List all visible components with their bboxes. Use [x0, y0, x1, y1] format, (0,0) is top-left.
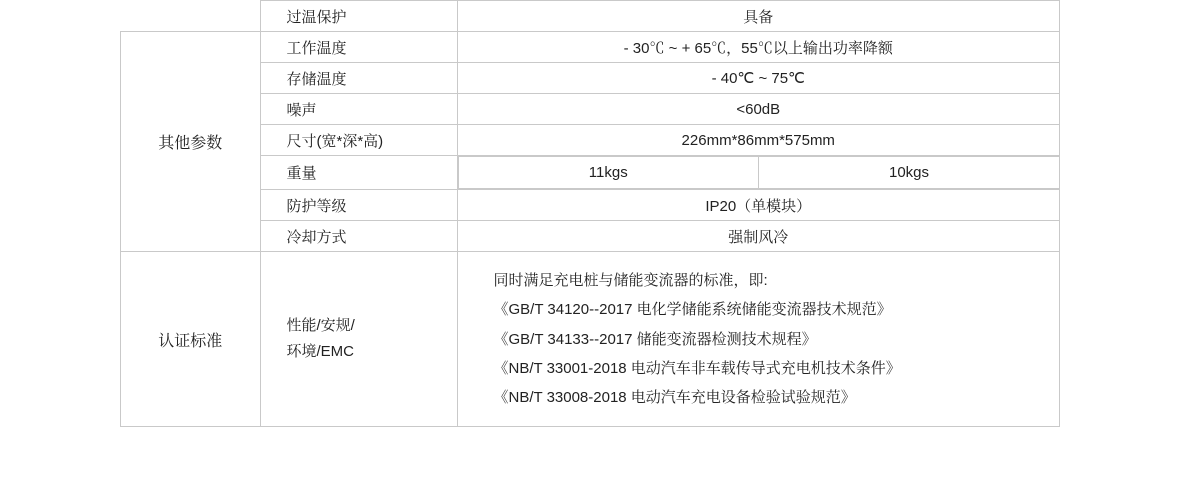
param-value-split	[457, 156, 1060, 190]
certification-standards-list	[457, 252, 1060, 427]
weight-value-left: 11kgs	[458, 157, 759, 189]
param-value: 强制风冷	[457, 221, 1060, 252]
cert-item: 《GB/T 34120--2017 电化学储能系统储能变流器技术规范》	[493, 301, 892, 319]
table-row	[121, 190, 1060, 221]
table-row	[121, 94, 1060, 125]
table-row	[121, 125, 1060, 156]
weight-subtable	[458, 156, 1060, 189]
param-name: 工作温度	[260, 32, 457, 63]
param-name: 尺寸(宽*深*高)	[260, 125, 457, 156]
cert-item: 《NB/T 33001-2018 电动汽车非车载传导式充电机技术条件》	[493, 359, 901, 377]
cert-name-line1: 性能/安规/	[286, 316, 355, 334]
table-row-certification	[121, 252, 1060, 427]
group-label-certification: 认证标准	[121, 252, 261, 427]
param-name: 存储温度	[260, 63, 457, 94]
param-name: 过温保护	[260, 1, 457, 32]
cert-item: 《NB/T 33008-2018 电动汽车充电设备检验试验规范》	[493, 389, 856, 406]
param-value: 226mm*86mm*575mm	[457, 125, 1060, 156]
param-value: - 40℃ ~ 75℃	[457, 63, 1060, 94]
cert-item: 《GB/T 34133--2017 储能变流器检测技术规程》	[493, 330, 817, 348]
table-row	[121, 32, 1060, 63]
group-spacer	[121, 1, 261, 32]
table-row-weight	[121, 156, 1060, 190]
weight-value-right: 10kgs	[759, 157, 1060, 189]
param-value: IP20（单模块）	[457, 190, 1060, 221]
param-value: <60dB	[457, 94, 1060, 125]
param-name: 冷却方式	[260, 221, 457, 252]
param-name: 噪声	[260, 94, 457, 125]
param-value: - 30℃ ~ + 65℃，55℃以上输出功率降额	[457, 32, 1060, 63]
cert-intro-text: 同时满足充电桩与储能变流器的标准，即:	[493, 272, 768, 289]
param-value: 具备	[457, 1, 1060, 32]
param-name: 重量	[260, 156, 457, 190]
cert-name-line2: 环境/EMC	[286, 343, 355, 361]
table-row	[121, 1, 1060, 32]
table-row	[121, 63, 1060, 94]
param-name: 防护等级	[260, 190, 457, 221]
group-label-other-params: 其他参数	[121, 32, 261, 252]
param-name-certification	[260, 252, 457, 427]
specification-table	[120, 0, 1060, 427]
table-row	[121, 221, 1060, 252]
